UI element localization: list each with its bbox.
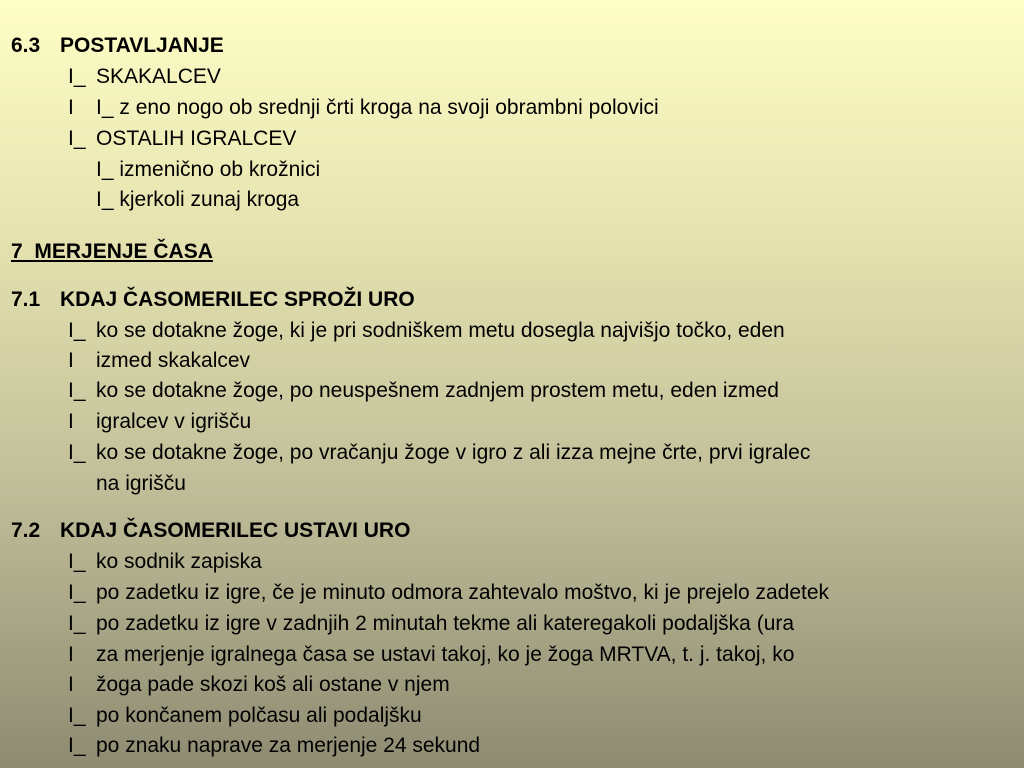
list-marker: I_ (68, 379, 86, 402)
sub-marker: I_ (96, 96, 114, 119)
sub-item-text: kjerkoli zunaj kroga (119, 188, 300, 211)
list-item-text (96, 187, 299, 213)
section-number: 7.1 (11, 288, 41, 311)
list-item-text: ko sodnik zapiska (96, 550, 262, 573)
list-item-text: po znaku naprave za merjenje 24 sekund (96, 734, 481, 757)
list-marker: I (68, 349, 74, 372)
list-marker: I_ (68, 612, 86, 635)
list-item-text: za merjenje igralnega časa se ustavi takoj, ko je žoga MRTVA, t. j. takoj, ko (96, 643, 795, 666)
list-item-text: ko se dotakne žoge, po vračanju žoge v igro z ali izza mejne črte, prvi igralec (96, 441, 811, 464)
list-marker: I (68, 96, 74, 119)
list-item-text: žoga pade skozi koš ali ostane v njem (96, 673, 450, 696)
list-marker: I_ (68, 127, 86, 150)
list-item-text: ko se dotakne žoge, po neuspešnem zadnjem prostem metu, eden izmed (96, 379, 779, 402)
list-marker: I_ (68, 581, 86, 604)
sub-marker: I_ (96, 188, 114, 211)
section-title: POSTAVLJANJE (60, 34, 224, 57)
list-marker: I (68, 410, 74, 433)
section-number: 7.2 (11, 519, 41, 542)
list-item-text: ko se dotakne žoge, ki je pri sodniškem metu dosegla najvišjo točko, eden (96, 319, 785, 342)
list-marker: I (68, 643, 74, 666)
section-title: KDAJ ČASOMERILEC USTAVI URO (60, 519, 411, 542)
sub-item-text: izmenično ob krožnici (119, 158, 321, 181)
list-item-text: SKAKALCEV (96, 65, 221, 88)
list-marker: I_ (68, 734, 86, 757)
list-marker: I_ (68, 441, 86, 464)
list-item-text: OSTALIH IGRALCEV (96, 127, 297, 150)
list-item-text: igralcev v igrišču (96, 410, 252, 433)
list-item-text: po zadetku iz igre, če je minuto odmora zahtevalo moštvo, ki je prejelo zadetek (96, 581, 830, 604)
list-item-text: po končanem polčasu ali podaljšku (96, 704, 422, 727)
list-item-text: na igrišču (96, 472, 186, 495)
sub-marker: I_ (96, 158, 114, 181)
section-title: KDAJ ČASOMERILEC SPROŽI URO (60, 288, 415, 311)
list-marker: I_ (68, 550, 86, 573)
list-marker: I_ (68, 319, 86, 342)
list-item-text (96, 95, 659, 121)
list-marker: I_ (68, 704, 86, 727)
section-title: 7 MERJENJE ČASA (11, 240, 213, 263)
sub-item-text: z eno nogo ob srednji črti kroga na svoji obrambni polovici (119, 96, 659, 119)
section-number: 6.3 (11, 34, 41, 57)
list-item-text: izmed skakalcev (96, 349, 251, 372)
list-item-text (96, 157, 320, 183)
list-marker: I (68, 673, 74, 696)
list-item-text: po zadetku iz igre v zadnjih 2 minutah tekme ali kateregakoli podaljška (ura (96, 612, 795, 635)
list-marker: I_ (68, 65, 86, 88)
